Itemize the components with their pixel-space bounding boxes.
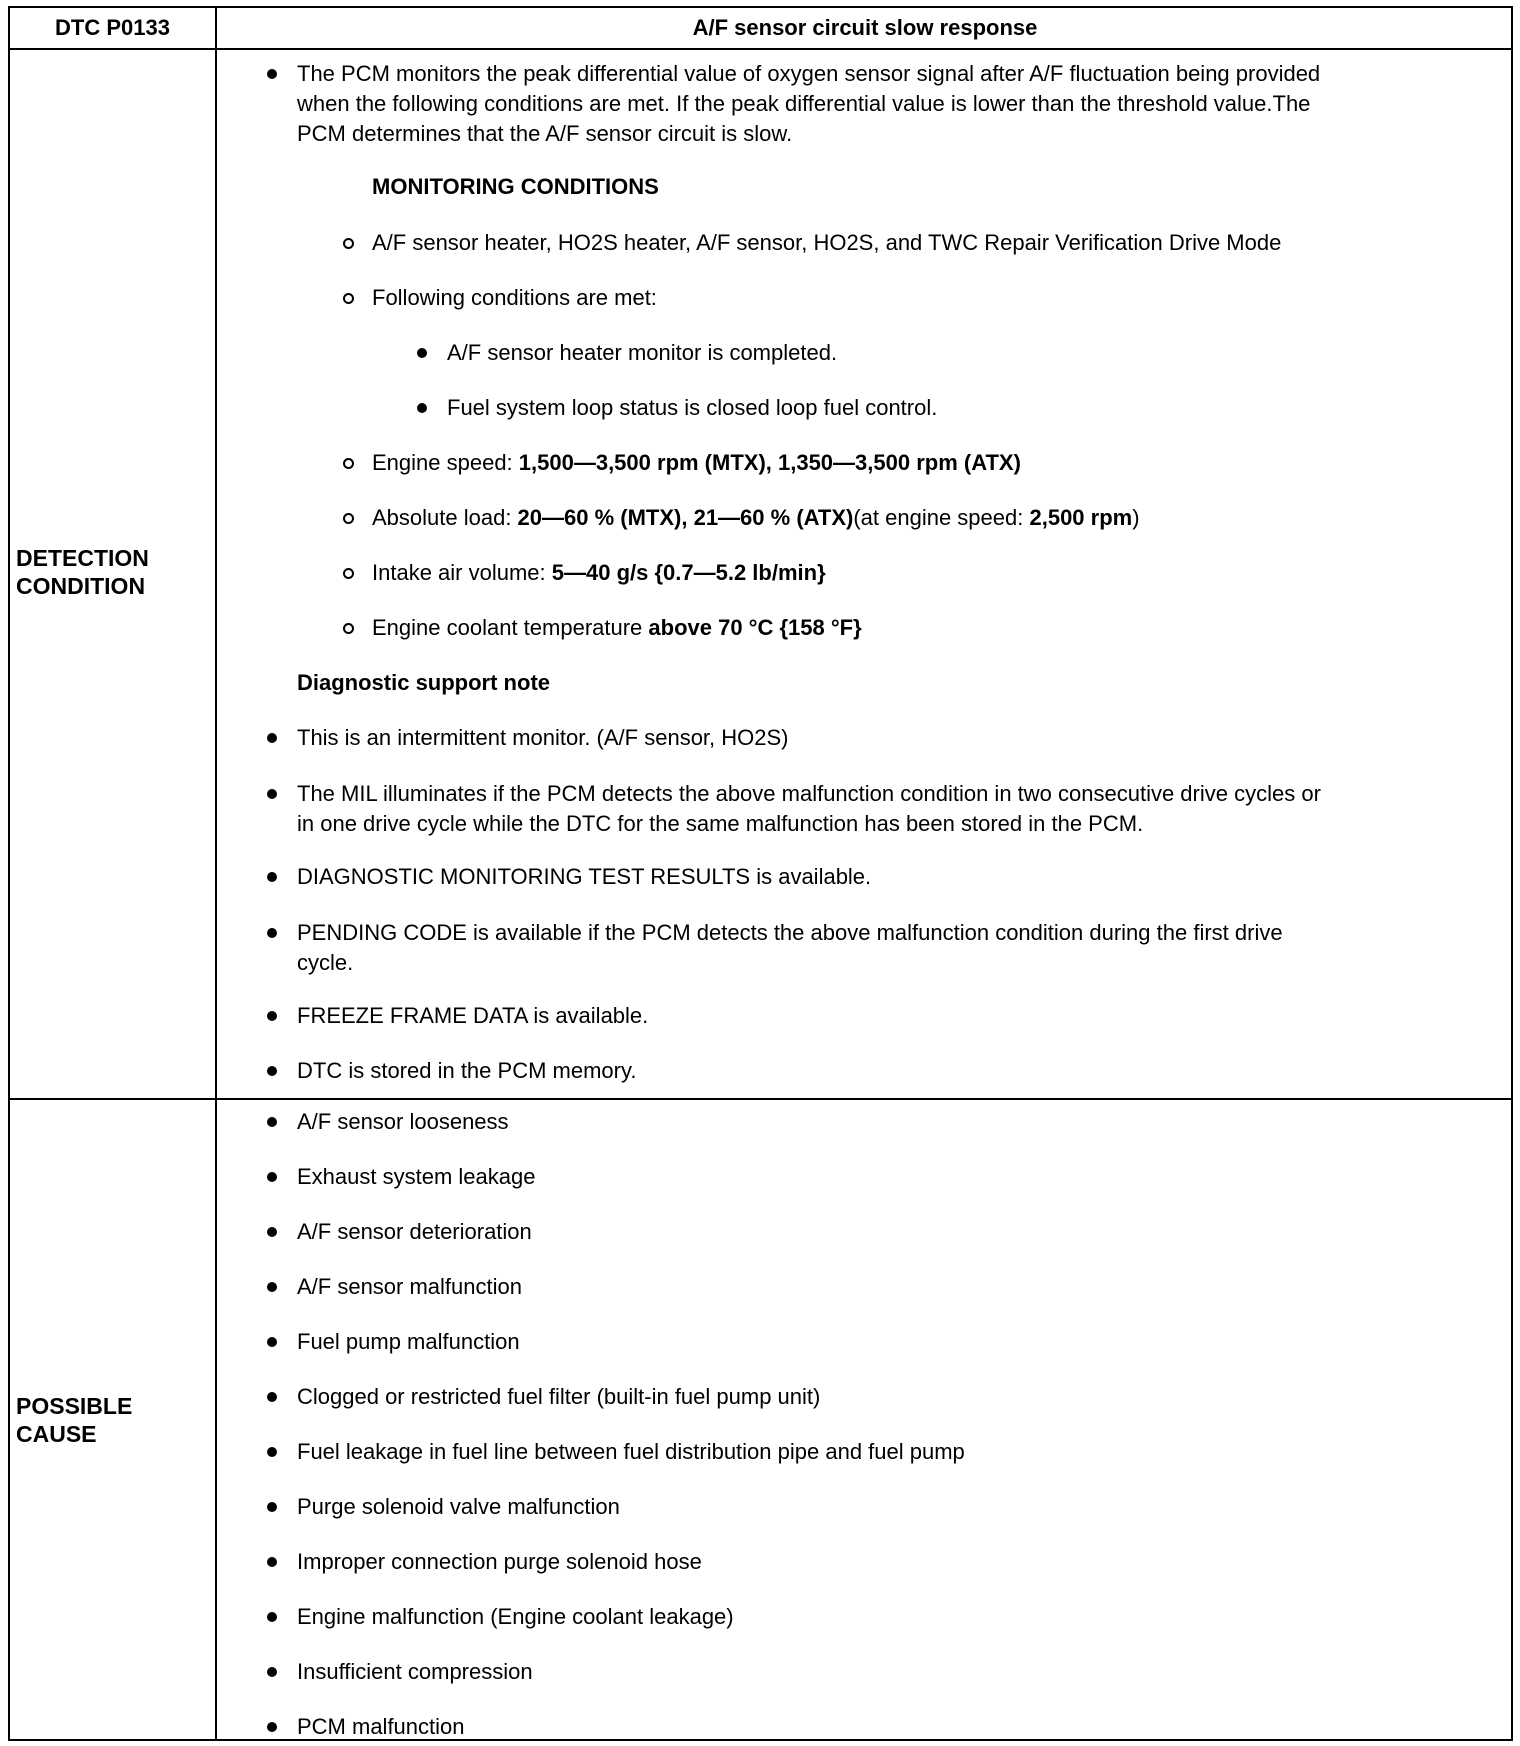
- note-pending-line: cycle.: [297, 950, 354, 975]
- diagnostic-support-heading: Diagnostic support note: [297, 670, 550, 695]
- possible-cause-label: [16, 1392, 132, 1448]
- absolute-load-suffix: (at engine speed:: [853, 505, 1030, 530]
- sub-condition-fuel-loop: Fuel system loop status is closed loop fuel control.: [447, 393, 937, 423]
- cause-item: A/F sensor malfunction: [297, 1272, 522, 1302]
- coolant-temp-value: above 70 °C {158 °F}: [648, 615, 862, 640]
- dtc-title: A/F sensor circuit slow response: [692, 15, 1038, 40]
- coolant-temp-label: Engine coolant temperature: [372, 615, 649, 640]
- note-mil-line: The MIL illuminates if the PCM detects the above malfunction condition in two consecutive drive cycles or: [297, 781, 1321, 806]
- detection-condition-label: [16, 544, 149, 600]
- cause-item: Insufficient compression: [297, 1657, 533, 1687]
- cause-item: A/F sensor deterioration: [297, 1217, 532, 1247]
- intro-line: when the following conditions are met. If the peak differential value is lower than the threshold value.The: [297, 91, 1311, 116]
- sub-condition-heater-monitor: A/F sensor heater monitor is completed.: [447, 338, 837, 368]
- header-divider: [10, 48, 1511, 50]
- engine-speed-value: 1,500—3,500 rpm (MTX), 1,350—3,500 rpm (ATX): [518, 450, 1021, 475]
- condition-engine-speed: [372, 448, 1021, 478]
- absolute-load-rpm: 2,500 rpm: [1029, 505, 1133, 530]
- cause-item: Purge solenoid valve malfunction: [297, 1492, 620, 1522]
- note-dmtr: DIAGNOSTIC MONITORING TEST RESULTS is available.: [297, 862, 871, 892]
- row-divider: [10, 1098, 1511, 1100]
- intake-air-label: Intake air volume:: [372, 560, 552, 585]
- possible-cause-label-line1: POSSIBLE: [16, 1393, 133, 1419]
- detection-label-line1: DETECTION: [16, 545, 149, 571]
- cause-item: PCM malfunction: [297, 1712, 465, 1742]
- monitoring-conditions-heading: MONITORING CONDITIONS: [372, 174, 659, 199]
- condition-intake-air: [372, 558, 826, 588]
- engine-speed-label: Engine speed:: [372, 450, 519, 475]
- note-freeze-frame: FREEZE FRAME DATA is available.: [297, 1001, 648, 1031]
- cause-item: Clogged or restricted fuel filter (built-in fuel pump unit): [297, 1382, 820, 1412]
- cause-item: Exhaust system leakage: [297, 1162, 535, 1192]
- intake-air-value: 5—40 g/s {0.7—5.2 lb/min}: [551, 560, 826, 585]
- cause-item: Fuel pump malfunction: [297, 1327, 520, 1357]
- condition-absolute-load: [372, 503, 1140, 533]
- note-pending-code: [297, 918, 1283, 978]
- absolute-load-close: ): [1132, 505, 1140, 530]
- cause-item: Engine malfunction (Engine coolant leakage): [297, 1602, 734, 1632]
- cause-item: Improper connection purge solenoid hose: [297, 1547, 702, 1577]
- note-mil-line: in one drive cycle while the DTC for the same malfunction has been stored in the PCM.: [297, 811, 1144, 836]
- detection-label-line2: CONDITION: [16, 573, 146, 599]
- condition-following: Following conditions are met:: [372, 283, 657, 313]
- intro-paragraph: [297, 59, 1320, 149]
- note-dtc-stored: DTC is stored in the PCM memory.: [297, 1056, 636, 1086]
- possible-cause-label-line2: CAUSE: [16, 1421, 97, 1447]
- column-divider: [215, 8, 217, 1739]
- dtc-table: [8, 6, 1513, 1741]
- cause-item: Fuel leakage in fuel line between fuel distribution pipe and fuel pump: [297, 1437, 965, 1467]
- intro-line: PCM determines that the A/F sensor circuit is slow.: [297, 121, 793, 146]
- note-intermittent: This is an intermittent monitor. (A/F sensor, HO2S): [297, 723, 789, 753]
- absolute-load-value: 20—60 % (MTX), 21—60 % (ATX): [517, 505, 854, 530]
- intro-line: The PCM monitors the peak differential value of oxygen sensor signal after A/F fluctuation being provided: [297, 61, 1321, 86]
- cause-item: A/F sensor looseness: [297, 1107, 509, 1137]
- note-pending-line: PENDING CODE is available if the PCM detects the above malfunction condition during the first drive: [297, 920, 1283, 945]
- absolute-load-label: Absolute load:: [372, 505, 518, 530]
- condition-coolant-temp: [372, 613, 862, 643]
- condition-drive-mode: A/F sensor heater, HO2S heater, A/F sensor, HO2S, and TWC Repair Verification Drive Mode: [372, 228, 1281, 258]
- dtc-code: DTC P0133: [55, 15, 170, 40]
- note-mil: [297, 779, 1321, 839]
